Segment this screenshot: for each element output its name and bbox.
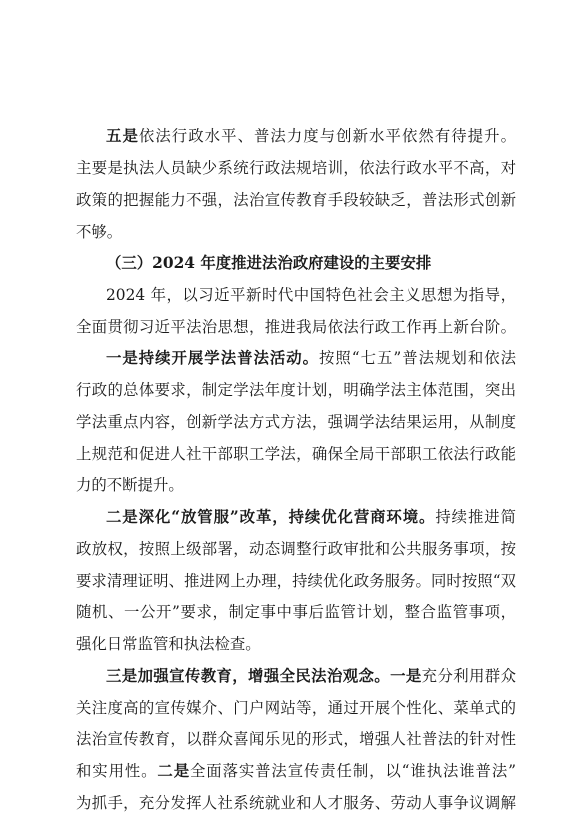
p3-line-2: 行政的总体要求，制定学法年度计划，明确学法主体范围，突出 xyxy=(76,381,516,399)
p3-line-1-text: 按照“七五”普法规划和依法 xyxy=(319,349,516,367)
p5-line-5: 为抓手，充分发挥人社系统就业和人才服务、劳动人事争议调解 xyxy=(76,794,516,812)
p1-line-2: 主要是执法人员缺少系统行政法规培训，依法行政水平不高，对 xyxy=(76,159,516,177)
p5-lead: 三是加强宣传教育，增强全民法治观念。 xyxy=(106,667,391,685)
p5-line-4-text-b: 全面落实普法宣传责任制，以“谁执法谁普法” xyxy=(190,762,516,780)
p1-line-1-text: 依法行政水平、普法力度与创新水平依然有待提升。 xyxy=(138,127,516,145)
p5-line-4-text-a: 和实用性。 xyxy=(76,762,158,780)
p5-line-4 xyxy=(76,760,516,784)
p3-line-1 xyxy=(106,347,516,371)
p3-line-4: 上规范和促进人社干部职工学法，确保全局干部职工依法行政能 xyxy=(76,445,516,463)
p5-sub-lead-2: 二是 xyxy=(157,762,190,780)
p1-line-3: 政策的把握能力不强，法治宣传教育手段较缺乏，普法形式创新 xyxy=(76,191,516,209)
p5-line-1 xyxy=(106,665,516,689)
p5-line-1-text: 充分利用群众 xyxy=(421,667,516,685)
p2-line-1: 2024 年，以习近平新时代中国特色社会主义思想为指导， xyxy=(106,286,516,304)
p3-lead: 一是持续开展学法普法活动。 xyxy=(106,349,320,367)
p5-line-2: 关注度高的宣传媒介、门户网站等，通过开展个性化、菜单式的 xyxy=(76,699,516,717)
p4-line-5: 强化日常监管和执法检查。 xyxy=(76,635,261,653)
p3-line-5: 力的不断提升。 xyxy=(76,476,184,494)
p4-line-2: 政放权，按照上级部署，动态调整行政审批和公共服务事项，按 xyxy=(76,540,516,558)
p1-line-4: 不够。 xyxy=(76,223,123,241)
p5-sub-lead-1: 一是 xyxy=(390,667,422,685)
p3-line-3: 学法重点内容，创新学法方式方法，强调学法结果运用，从制度 xyxy=(76,413,516,431)
p5-line-3: 法治宣传教育，以群众喜闻乐见的形式，增强人社普法的针对性 xyxy=(76,730,516,748)
section-heading: （三）2024 年度推进法治政府建设的主要安排 xyxy=(106,254,432,272)
p4-line-1 xyxy=(106,506,516,530)
p4-line-1-text: 持续推进简 xyxy=(435,508,516,526)
p4-line-4: 随机、一公开”要求，制定事中事后监管计划，整合监管事项， xyxy=(76,603,516,621)
p4-lead: 二是深化“放管服”改革，持续优化营商环境。 xyxy=(106,508,436,526)
p1-line-1 xyxy=(106,125,516,149)
p2-line-2: 全面贯彻习近平法治思想，推进我局依法行政工作再上新台阶。 xyxy=(76,318,516,336)
p1-lead: 五是 xyxy=(106,127,139,145)
p4-line-3: 要求清理证明、推进网上办理，持续优化政务服务。同时按照“双 xyxy=(76,572,516,590)
